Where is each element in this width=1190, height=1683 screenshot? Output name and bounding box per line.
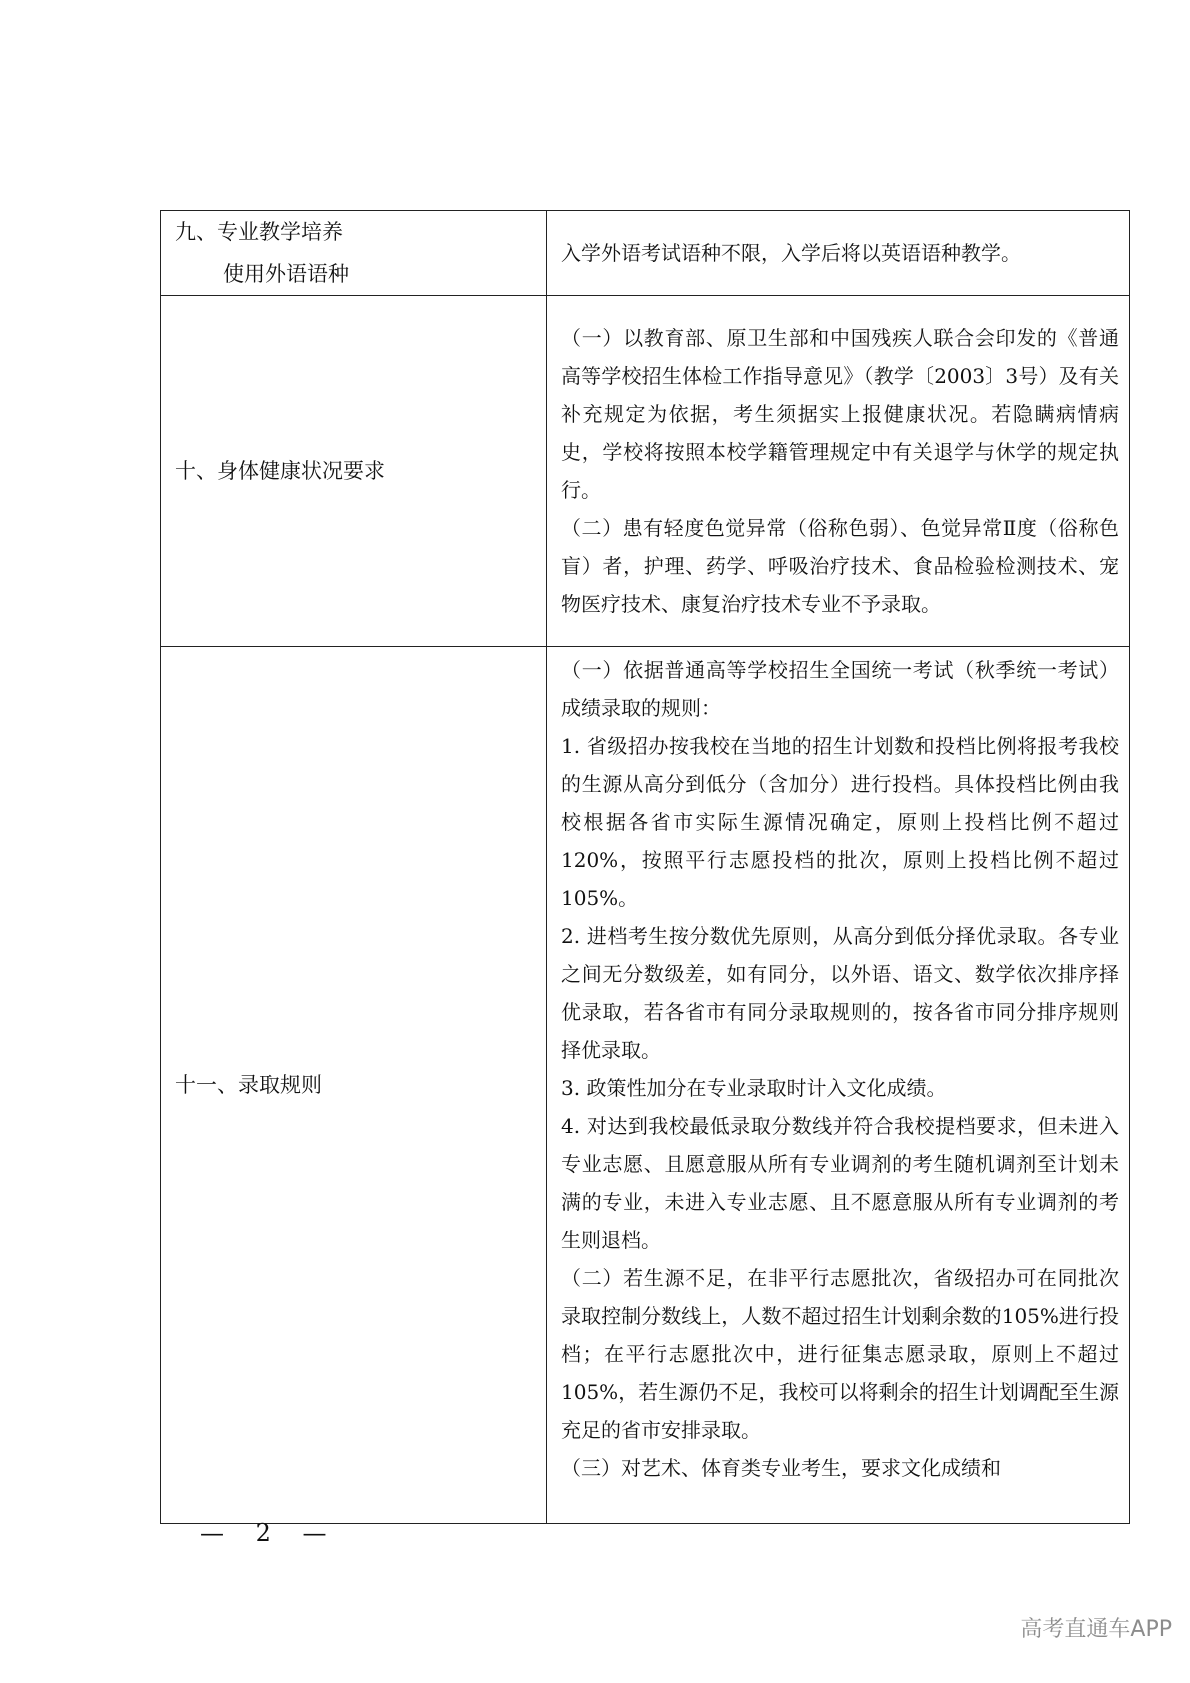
content-paragraph: （二）患有轻度色觉异常（俗称色弱）、色觉异常Ⅱ度（俗称色盲）者，护理、药学、呼吸治疗技术、食品检验检测技术、宠物医疗技术、康复治疗技术专业不予录取。 [561, 516, 1119, 616]
table-row [161, 211, 1130, 296]
row-label-cell [161, 647, 547, 1524]
admission-rules-table [160, 210, 1130, 1524]
row-label [161, 211, 546, 295]
content-paragraph: 4. 对达到我校最低录取分数线并符合我校提档要求，但未进入专业志愿、且愿意服从所有专业调剂的考生随机调剂至计划未满的专业，未进入专业志愿、且不愿意服从所有专业调剂的考生则退档。 [561, 1114, 1119, 1252]
content-paragraph: 1. 省级招办按我校在当地的招生计划数和投档比例将报考我校的生源从高分到低分（含加分）进行投档。具体投档比例由我校根据各省市实际生源情况确定，原则上投档比例不超过120%，按照平行志愿投档的批次，原则上投档比例不超过105%。 [561, 734, 1119, 910]
row-label: 十、身体健康状况要求 [175, 459, 385, 483]
row-label-cell [161, 211, 547, 296]
content-paragraph: （三）对艺术、体育类专业考生，要求文化成绩和 [561, 1456, 1001, 1480]
row-label-line1: 九、专业教学培养 [175, 220, 343, 244]
row-label: 十一、录取规则 [175, 1073, 322, 1097]
row-content-cell [547, 296, 1130, 647]
row-content-cell [547, 647, 1130, 1524]
content-paragraph: 2. 进档考生按分数优先原则，从高分到低分择优录取。各专业之间无分数级差，如有同分，以外语、语文、数学依次排序择优录取，若各省市有同分录取规则的，按各省市同分排序规则择优录取。 [561, 924, 1119, 1062]
table-row [161, 296, 1130, 647]
content-paragraph: 入学外语考试语种不限，入学后将以英语语种教学。 [561, 241, 1021, 265]
app-watermark: 高考直通车APP [1020, 1617, 1172, 1642]
row-content-cell [547, 211, 1130, 296]
row-label-cell [161, 296, 547, 647]
content-paragraph: （二）若生源不足，在非平行志愿批次，省级招办可在同批次录取控制分数线上，人数不超过招生计划剩余数的105%进行投档；在平行志愿批次中，进行征集志愿录取，原则上不超过105%，若生源仍不足，我校可以将剩余的招生计划调配至生源充足的省市安排录取。 [561, 1266, 1119, 1442]
content-paragraph: 3. 政策性加分在专业录取时计入文化成绩。 [561, 1076, 947, 1100]
table-row [161, 647, 1130, 1524]
row-label-line2: 使用外语语种 [223, 262, 349, 286]
content-paragraph: （一）依据普通高等学校招生全国统一考试（秋季统一考试）成绩录取的规则： [561, 658, 1119, 720]
page-number: — 2 — [200, 1519, 339, 1547]
content-paragraph: （一）以教育部、原卫生部和中国残疾人联合会印发的《普通高等学校招生体检工作指导意见》（教学〔2003〕3号）及有关补充规定为依据，考生须据实上报健康状况。若隐瞒病情病史，学校将按照本校学籍管理规定中有关退学与休学的规定执行。 [561, 326, 1119, 502]
